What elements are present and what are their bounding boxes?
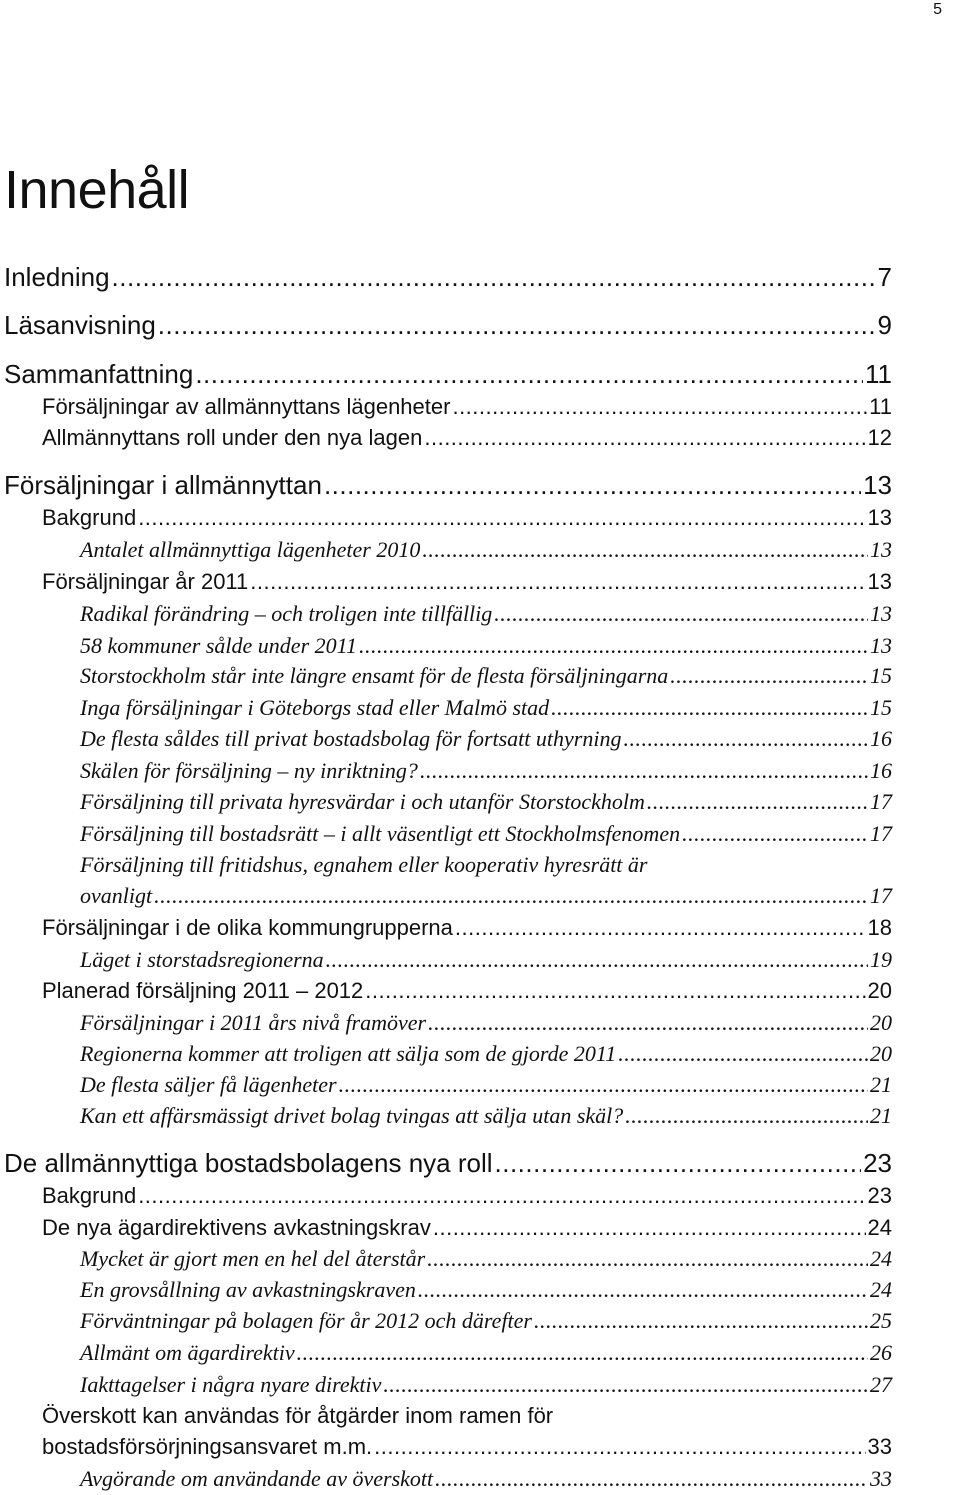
toc-entry[interactable] (80, 755, 892, 786)
toc-entry-page: 19 (870, 947, 892, 972)
toc-entry[interactable] (4, 359, 892, 390)
toc-entry-page: 33 (870, 1466, 892, 1491)
dot-leader (374, 1431, 865, 1462)
dot-leader (138, 502, 865, 533)
dot-leader (422, 534, 868, 565)
toc-entry[interactable] (80, 660, 892, 691)
dot-leader (670, 660, 868, 691)
toc-entry-label: De nya ägardirektivens avkastningskrav (42, 1215, 431, 1240)
toc-entry[interactable] (42, 566, 892, 597)
dot-leader (625, 1100, 868, 1131)
toc-entry[interactable] (42, 1180, 892, 1211)
toc-entry-label: Läsanvisning (4, 310, 156, 340)
toc-entry-label: Försäljningar i allmännyttan (4, 470, 322, 500)
toc-entry[interactable] (42, 422, 892, 453)
toc-entry-page: 17 (870, 821, 892, 846)
toc-entry-page: 13 (867, 505, 892, 530)
toc-entry-label: Radikal förändring – och troligen inte tillfällig (80, 601, 493, 626)
toc-entry-label: Allmänt om ägardirektiv (80, 1340, 295, 1365)
toc-entry-page: 24 (870, 1246, 892, 1271)
toc-entry-page: 33 (867, 1434, 892, 1459)
toc-entry-page: 26 (870, 1340, 892, 1365)
toc-entry-label: Försäljningar i de olika kommungrupperna (42, 915, 453, 940)
toc-entry-label: Sammanfattning (4, 359, 194, 389)
toc-entry[interactable] (80, 818, 892, 849)
toc-entry[interactable] (4, 470, 892, 501)
toc-entry-page: 13 (863, 470, 892, 500)
toc-entry-page: 27 (870, 1372, 892, 1397)
toc-entry-page: 7 (877, 262, 892, 292)
toc-entry-page: 15 (870, 695, 892, 720)
toc-entry-page: 11 (865, 359, 892, 389)
dot-leader (495, 1148, 862, 1179)
toc-entry-page: 20 (870, 1041, 892, 1066)
toc-entry[interactable] (42, 912, 892, 943)
toc-entry[interactable] (42, 502, 892, 533)
dot-leader (297, 1337, 868, 1368)
toc-entry-label: Försäljningar i 2011 års nivå framöver (80, 1010, 427, 1035)
toc-entry-label: Överskott kan användas för åtgärder inom ramen för (42, 1403, 554, 1428)
dot-leader (112, 262, 876, 293)
toc-entry-page: 15 (870, 663, 892, 688)
toc-entry[interactable] (80, 598, 892, 629)
toc-entry-label: bostadsförsörjningsansvaret m.m. (42, 1434, 373, 1459)
toc-entry-label: Bakgrund (42, 505, 137, 530)
toc-entry[interactable] (80, 1274, 892, 1305)
toc-entry-page: 21 (870, 1103, 892, 1128)
dot-leader (324, 470, 861, 501)
toc-entry-page: 13 (870, 537, 892, 562)
toc-entry-page: 24 (867, 1215, 892, 1240)
toc-entry-page: 13 (870, 633, 892, 658)
dot-leader (534, 1305, 868, 1336)
toc-entry-label: Försäljningar av allmännyttans lägenheter (42, 394, 451, 419)
toc-entry[interactable] (80, 786, 892, 817)
toc-entry-label: Antalet allmännyttiga lägenheter 2010 (80, 537, 421, 562)
toc-entry-label: Bakgrund (42, 1183, 137, 1208)
toc-entry-page: 23 (863, 1148, 892, 1178)
dot-leader (682, 818, 868, 849)
toc-entry[interactable] (80, 630, 892, 661)
toc-entry-page: 20 (870, 1010, 892, 1035)
dot-leader (647, 786, 868, 817)
toc-entry-label: 58 kommuner sålde under 2011 (80, 633, 357, 658)
toc-entry-page: 20 (867, 978, 892, 1003)
toc-entry-page: 25 (870, 1308, 892, 1333)
toc-entry-label: ovanligt (80, 883, 153, 908)
toc-entry[interactable] (4, 1148, 892, 1179)
toc-entry-label: Försäljning till privata hyresvärdar i och utanför Storstockholm (80, 789, 645, 814)
dot-leader (154, 880, 868, 911)
toc-entry-label: Kan ett affärsmässigt drivet bolag tvingas att sälja utan skäl? (80, 1103, 624, 1128)
toc-entry-page: 13 (870, 601, 892, 626)
dot-leader (435, 1463, 868, 1494)
dot-leader (428, 1007, 868, 1038)
toc-entry[interactable] (80, 1463, 892, 1494)
toc-entry-label: Allmännyttans roll under den nya lagen (42, 425, 423, 450)
dot-leader (195, 359, 863, 390)
toc-entry-label: De flesta såldes till privat bostadsbolag för fortsatt uthyrning (80, 726, 622, 751)
toc-entry-label: Skälen för försäljning – ny inriktning? (80, 758, 418, 783)
dot-leader (494, 598, 868, 629)
dot-leader (250, 566, 865, 597)
toc-entry[interactable] (80, 1305, 892, 1336)
toc-entry-label: En grovsållning av avkastningskraven (80, 1277, 416, 1302)
page-title: Innehåll (4, 160, 190, 220)
toc-entry-label: Förväntningar på bolagen för år 2012 och därefter (80, 1308, 532, 1333)
toc-entry[interactable] (80, 1100, 892, 1131)
toc-entry[interactable] (4, 262, 892, 293)
dot-leader (326, 944, 868, 975)
toc-entry-label: Inledning (4, 262, 110, 292)
toc-entry-page: 23 (867, 1183, 892, 1208)
toc-entry-page: 16 (870, 758, 892, 783)
toc-entry-page: 17 (870, 883, 892, 908)
toc-entry[interactable] (80, 692, 892, 723)
toc-entry-label: Planerad försäljning 2011 – 2012 (42, 978, 364, 1003)
toc-entry-page: 13 (867, 569, 892, 594)
dot-leader (383, 1369, 868, 1400)
toc-entry-page: 18 (867, 915, 892, 940)
toc-entry-label: Försäljningar år 2011 (42, 569, 249, 594)
toc-entry[interactable] (80, 1369, 892, 1400)
dot-leader (455, 912, 866, 943)
dot-leader (420, 755, 868, 786)
dot-leader (427, 1243, 868, 1274)
dot-leader (339, 1069, 868, 1100)
page-number: 5 (933, 1, 942, 18)
dot-leader (551, 692, 868, 723)
toc-entry[interactable] (4, 310, 892, 341)
toc-entry[interactable] (80, 1243, 892, 1274)
toc-entry-page: 16 (870, 726, 892, 751)
toc-entry-page: 24 (870, 1277, 892, 1302)
dot-leader (452, 391, 867, 422)
toc-entry-page: 12 (867, 425, 892, 450)
dot-leader (618, 1038, 868, 1069)
toc-entry-label: Avgörande om användande av överskott (80, 1466, 434, 1491)
toc-entry-page: 11 (869, 394, 892, 419)
dot-leader (158, 310, 876, 341)
toc-entry[interactable] (80, 1069, 892, 1100)
toc-entry-label: Regionerna kommer att troligen att sälja som de gjorde 2011 (80, 1041, 617, 1066)
toc-entry-label: De allmännyttiga bostadsbolagens nya roll (4, 1148, 493, 1178)
toc-entry[interactable] (80, 1007, 892, 1038)
toc-entry[interactable] (42, 1212, 892, 1243)
toc-entry-label: Storstockholm står inte längre ensamt för de flesta försäljningarna (80, 663, 669, 688)
toc-entry-page: 21 (870, 1072, 892, 1097)
dot-leader (424, 422, 865, 453)
toc-entry-page: 9 (877, 310, 892, 340)
dot-leader (359, 630, 868, 661)
toc-entry-label: Iakttagelser i några nyare direktiv (80, 1372, 382, 1397)
dot-leader (623, 723, 868, 754)
toc-entry[interactable] (80, 944, 892, 975)
toc-entry-label: Inga försäljningar i Göteborgs stad eller Malmö stad (80, 695, 550, 720)
toc-entry[interactable] (80, 1337, 892, 1368)
dot-leader (365, 975, 865, 1006)
toc-entry-label: Läget i storstadsregionerna (80, 947, 324, 972)
toc-entry[interactable] (42, 975, 892, 1006)
toc-entry-label: Försäljning till fritidshus, egnahem eller kooperativ hyresrätt är (80, 852, 648, 877)
toc-entry-label: Mycket är gjort men en hel del återstår (80, 1246, 426, 1271)
toc-entry[interactable] (80, 723, 892, 754)
toc-entry[interactable] (42, 1431, 892, 1462)
dot-leader (433, 1212, 866, 1243)
toc-entry-page: 17 (870, 789, 892, 814)
toc-entry[interactable] (42, 391, 892, 422)
toc-entry[interactable] (80, 1038, 892, 1069)
toc-entry[interactable] (80, 534, 892, 565)
toc-entry-label: De flesta säljer få lägenheter (80, 1072, 337, 1097)
toc-entry[interactable] (80, 880, 892, 911)
dot-leader (138, 1180, 865, 1211)
dot-leader (418, 1274, 868, 1305)
toc-entry-label: Försäljning till bostadsrätt – i allt väsentligt ett Stockholmsfenomen (80, 821, 681, 846)
